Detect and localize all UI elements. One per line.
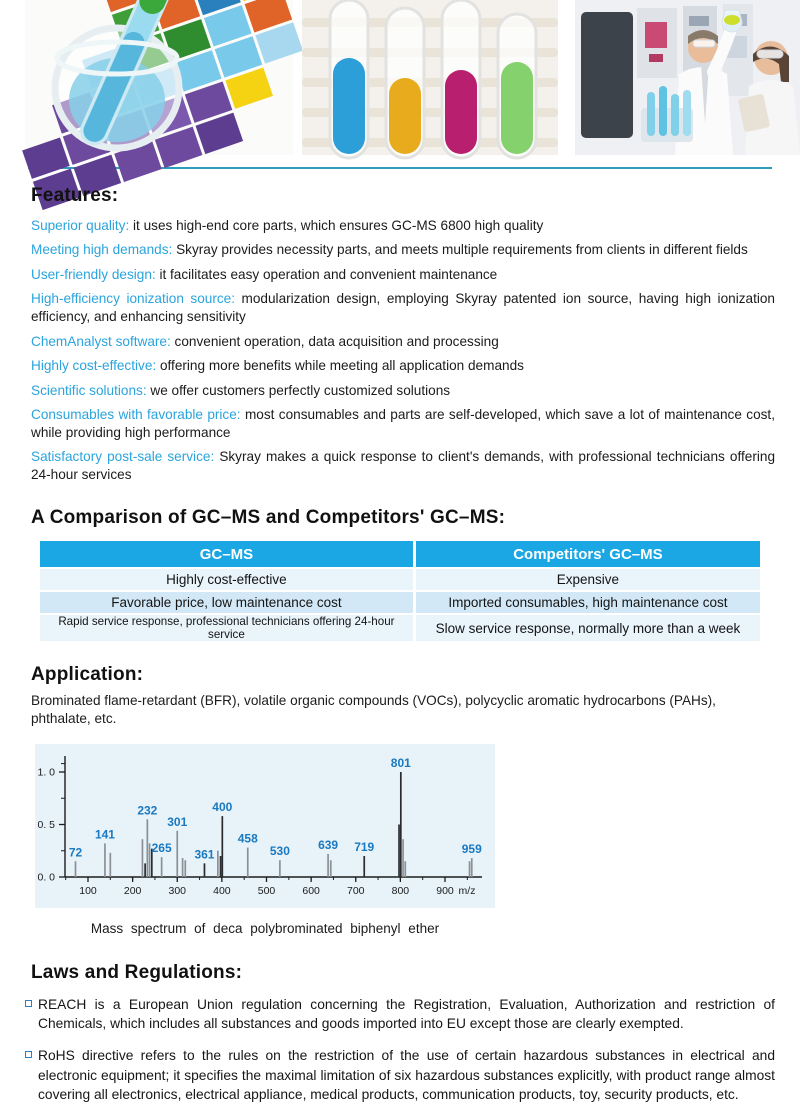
feature-text: modularization design, employing Skyray patented ion source, having high ionization efficiency, and enhancing sensitivity (31, 291, 775, 325)
svg-text:100: 100 (79, 884, 97, 897)
feature-label: Satisfactory post-sale service: (31, 449, 215, 465)
application-text: Brominated flame-retardant (BFR), volatile organic compounds (VOCs), polycyclic aromatic hydrocarbons (PAHs), phthalate, etc. (31, 693, 716, 726)
svg-text:400: 400 (213, 884, 231, 897)
svg-text:141: 141 (94, 826, 115, 841)
content (0, 185, 800, 1104)
svg-text:801: 801 (390, 755, 411, 770)
svg-text:500: 500 (257, 884, 276, 897)
feature-text: it facilitates easy operation and convenient maintenance (155, 266, 498, 282)
feature-item (31, 217, 775, 235)
svg-text:1. 0: 1. 0 (37, 766, 55, 779)
feature-text: Skyray makes a quick response to client's demands, with professional technicians offering 24-hour services (31, 449, 776, 483)
svg-text:600: 600 (302, 884, 320, 897)
table-cell: Imported consumables, high maintenance cost (416, 592, 760, 613)
law-text: RoHS directive refers to the rules on the restriction of the use of certain hazardous substances in electrical and electronic equipment; it specifies the maximal limitation of six hazardous substances explicitly, with product range almost covering all electronics, electrical appliance, medical products, communication products, toy, security products, etc. (38, 1048, 775, 1102)
svg-text:530: 530 (269, 843, 290, 858)
feature-item (31, 241, 775, 259)
svg-text:m/z: m/z (458, 884, 476, 897)
mass-spectrum-caption: Mass spectrum of deca polybrominated biphenyl ether (90, 920, 440, 936)
svg-text:458: 458 (237, 831, 258, 846)
table-cell: Highly cost-effective (40, 569, 413, 590)
comparison-column-header: GC–MS (40, 541, 413, 567)
feature-label: Highly cost-effective: (31, 358, 157, 374)
feature-label: Superior quality: (31, 218, 130, 233)
table-row (40, 592, 760, 613)
laws-heading: Laws and Regulations: (31, 961, 243, 983)
svg-text:301: 301 (167, 814, 188, 829)
comparison-heading: A Comparison of GC–MS and Competitors' GC–MS: (31, 507, 506, 529)
photo-periodic-table-beaker (25, 0, 293, 155)
svg-text:232: 232 (137, 802, 158, 817)
svg-text:0. 0: 0. 0 (37, 871, 55, 884)
features-heading: Features: (31, 185, 119, 206)
comparison-table-body (40, 569, 760, 641)
table-row (40, 615, 760, 641)
feature-label: ChemAnalyst software: (31, 333, 171, 349)
feature-text: convenient operation, data acquisition and processing (170, 333, 499, 349)
comparison-table-header-row (40, 541, 760, 567)
feature-label: Meeting high demands: (31, 242, 173, 258)
feature-label: User-friendly design: (31, 266, 156, 282)
feature-item (31, 333, 775, 351)
comparison-table (37, 539, 763, 643)
svg-text:800: 800 (391, 884, 410, 897)
bullet-square-icon (25, 1000, 32, 1007)
svg-text:361: 361 (194, 846, 215, 861)
photo-colorful-test-tubes (302, 0, 558, 155)
table-row (40, 569, 760, 590)
feature-text: most consumables and parts are self-developed, which save a lot of maintenance cost, while providing high performance (31, 407, 775, 440)
svg-text:959: 959 (461, 841, 482, 856)
svg-text:72: 72 (68, 844, 83, 859)
feature-label: Scientific solutions: (31, 382, 147, 398)
hero-photos (0, 0, 800, 155)
comparison-column-header: Competitors' GC–MS (416, 541, 760, 567)
svg-text:265: 265 (151, 840, 172, 855)
table-cell: Rapid service response, professional technicians offering 24-hour service (40, 615, 413, 641)
feature-text: Skyray provides necessity parts, and meets multiple requirements from clients in different fields (172, 242, 748, 258)
law-item (25, 995, 775, 1034)
feature-label: High-efficiency ionization source: (31, 291, 235, 307)
feature-item (31, 406, 775, 442)
feature-item (31, 266, 775, 284)
mass-spectrum-svg (35, 744, 495, 908)
feature-text: offering more benefits while meeting all application demands (156, 358, 524, 374)
features-list (31, 217, 775, 484)
mass-spectrum-figure (35, 744, 495, 936)
svg-text:719: 719 (354, 839, 375, 854)
feature-item (31, 382, 775, 400)
svg-text:300: 300 (168, 884, 187, 897)
feature-text: it uses high-end core parts, which ensures GC-MS 6800 high quality (129, 218, 544, 233)
svg-text:900: 900 (436, 884, 454, 897)
law-item (25, 1046, 775, 1104)
law-text: REACH is a European Union regulation concerning the Registration, Evaluation, Authorization and restriction of Chemicals, which includes all substances and goods imported into EU except those are clearly exempted. (38, 996, 775, 1031)
svg-text:639: 639 (318, 837, 339, 852)
photo-lab-scientists (575, 0, 800, 155)
svg-text:0. 5: 0. 5 (37, 818, 55, 831)
table-cell: Expensive (416, 569, 760, 590)
feature-item (31, 290, 775, 326)
application-heading: Application: (31, 664, 144, 686)
svg-text:200: 200 (123, 884, 142, 897)
feature-item (31, 357, 775, 375)
feature-text: we offer customers perfectly customized solutions (146, 382, 451, 398)
svg-text:700: 700 (346, 884, 365, 897)
feature-label: Consumables with favorable price: (31, 407, 241, 422)
svg-text:400: 400 (212, 799, 233, 814)
laws-list (25, 995, 775, 1104)
bullet-square-icon (25, 1051, 32, 1058)
table-cell: Favorable price, low maintenance cost (40, 592, 413, 613)
feature-item (31, 448, 775, 484)
table-cell: Slow service response, normally more than a week (416, 615, 760, 641)
